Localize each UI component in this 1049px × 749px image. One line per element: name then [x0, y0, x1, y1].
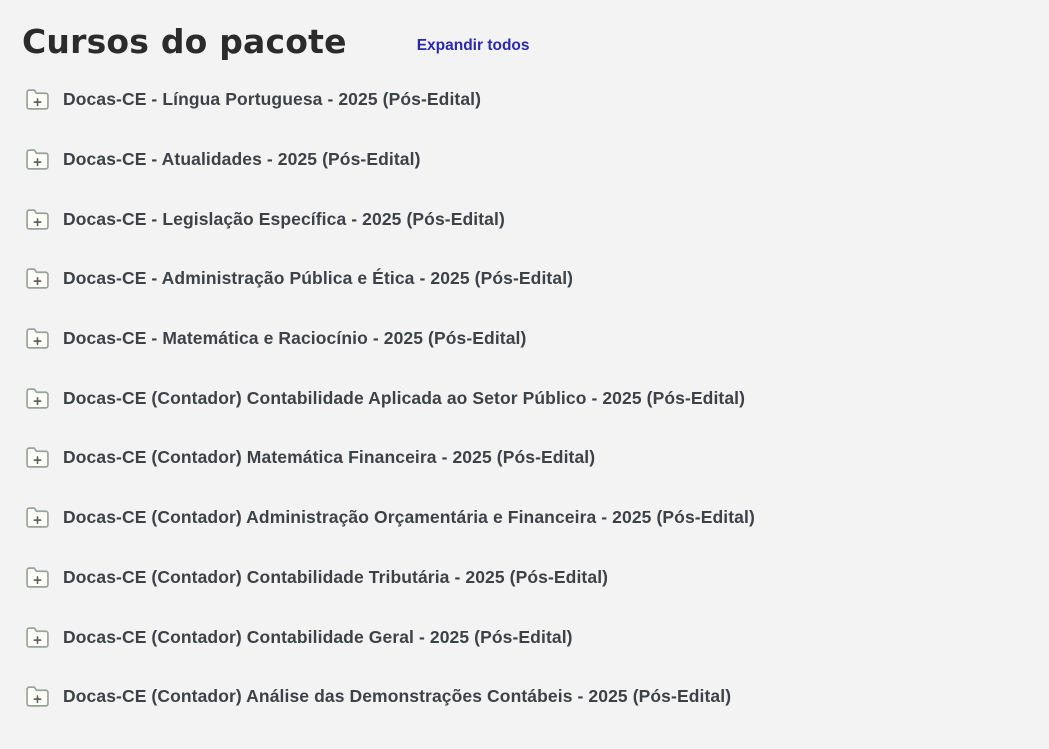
course-item[interactable] — [22, 548, 1025, 608]
course-title[interactable]: Docas-CE - Atualidades - 2025 (Pós-Edital) — [63, 149, 421, 170]
folder-plus-icon[interactable] — [25, 87, 50, 112]
folder-plus-icon[interactable] — [25, 625, 50, 650]
folder-plus-icon[interactable] — [25, 326, 50, 351]
folder-plus-icon[interactable] — [25, 445, 50, 470]
header — [22, 22, 1025, 61]
folder-plus-icon[interactable] — [25, 147, 50, 172]
course-item[interactable] — [22, 249, 1025, 309]
course-item[interactable] — [22, 309, 1025, 369]
course-item[interactable] — [22, 607, 1025, 667]
course-title[interactable]: Docas-CE (Contador) Análise das Demonstrações Contábeis - 2025 (Pós-Edital) — [63, 686, 732, 707]
course-title[interactable]: Docas-CE - Matemática e Raciocínio - 2025 (Pós-Edital) — [63, 328, 527, 349]
course-title[interactable]: Docas-CE (Contador) Contabilidade Geral - 2025 (Pós-Edital) — [63, 626, 573, 647]
course-title[interactable]: Docas-CE (Contador) Contabilidade Tributária - 2025 (Pós-Edital) — [63, 566, 609, 587]
course-item[interactable] — [22, 70, 1025, 130]
folder-plus-icon[interactable] — [25, 505, 50, 530]
course-title[interactable]: Docas-CE (Contador) Administração Orçamentária e Financeira - 2025 (Pós-Edital) — [63, 507, 755, 528]
folder-plus-icon[interactable] — [25, 207, 50, 232]
page-title: Cursos do pacote — [22, 22, 347, 61]
course-title[interactable]: Docas-CE - Língua Portuguesa - 2025 (Pós-Edital) — [63, 89, 482, 110]
expand-all-link[interactable]: Expandir todos — [416, 36, 530, 54]
course-title[interactable]: Docas-CE (Contador) Matemática Financeira - 2025 (Pós-Edital) — [63, 447, 596, 468]
folder-plus-icon[interactable] — [25, 386, 50, 411]
course-title[interactable]: Docas-CE (Contador) Contabilidade Aplicada ao Setor Público - 2025 (Pós-Edital) — [63, 387, 746, 408]
course-item[interactable] — [22, 488, 1025, 548]
course-list — [22, 70, 1025, 727]
course-item[interactable] — [22, 368, 1025, 428]
course-item[interactable] — [22, 667, 1025, 727]
course-title[interactable]: Docas-CE - Administração Pública e Ética - 2025 (Pós-Edital) — [63, 268, 574, 289]
folder-plus-icon[interactable] — [25, 684, 50, 709]
course-item[interactable] — [22, 189, 1025, 249]
course-title[interactable]: Docas-CE - Legislação Específica - 2025 (Pós-Edital) — [63, 208, 505, 229]
folder-plus-icon[interactable] — [25, 565, 50, 590]
course-item[interactable] — [22, 130, 1025, 190]
course-item[interactable] — [22, 428, 1025, 488]
folder-plus-icon[interactable] — [25, 266, 50, 291]
